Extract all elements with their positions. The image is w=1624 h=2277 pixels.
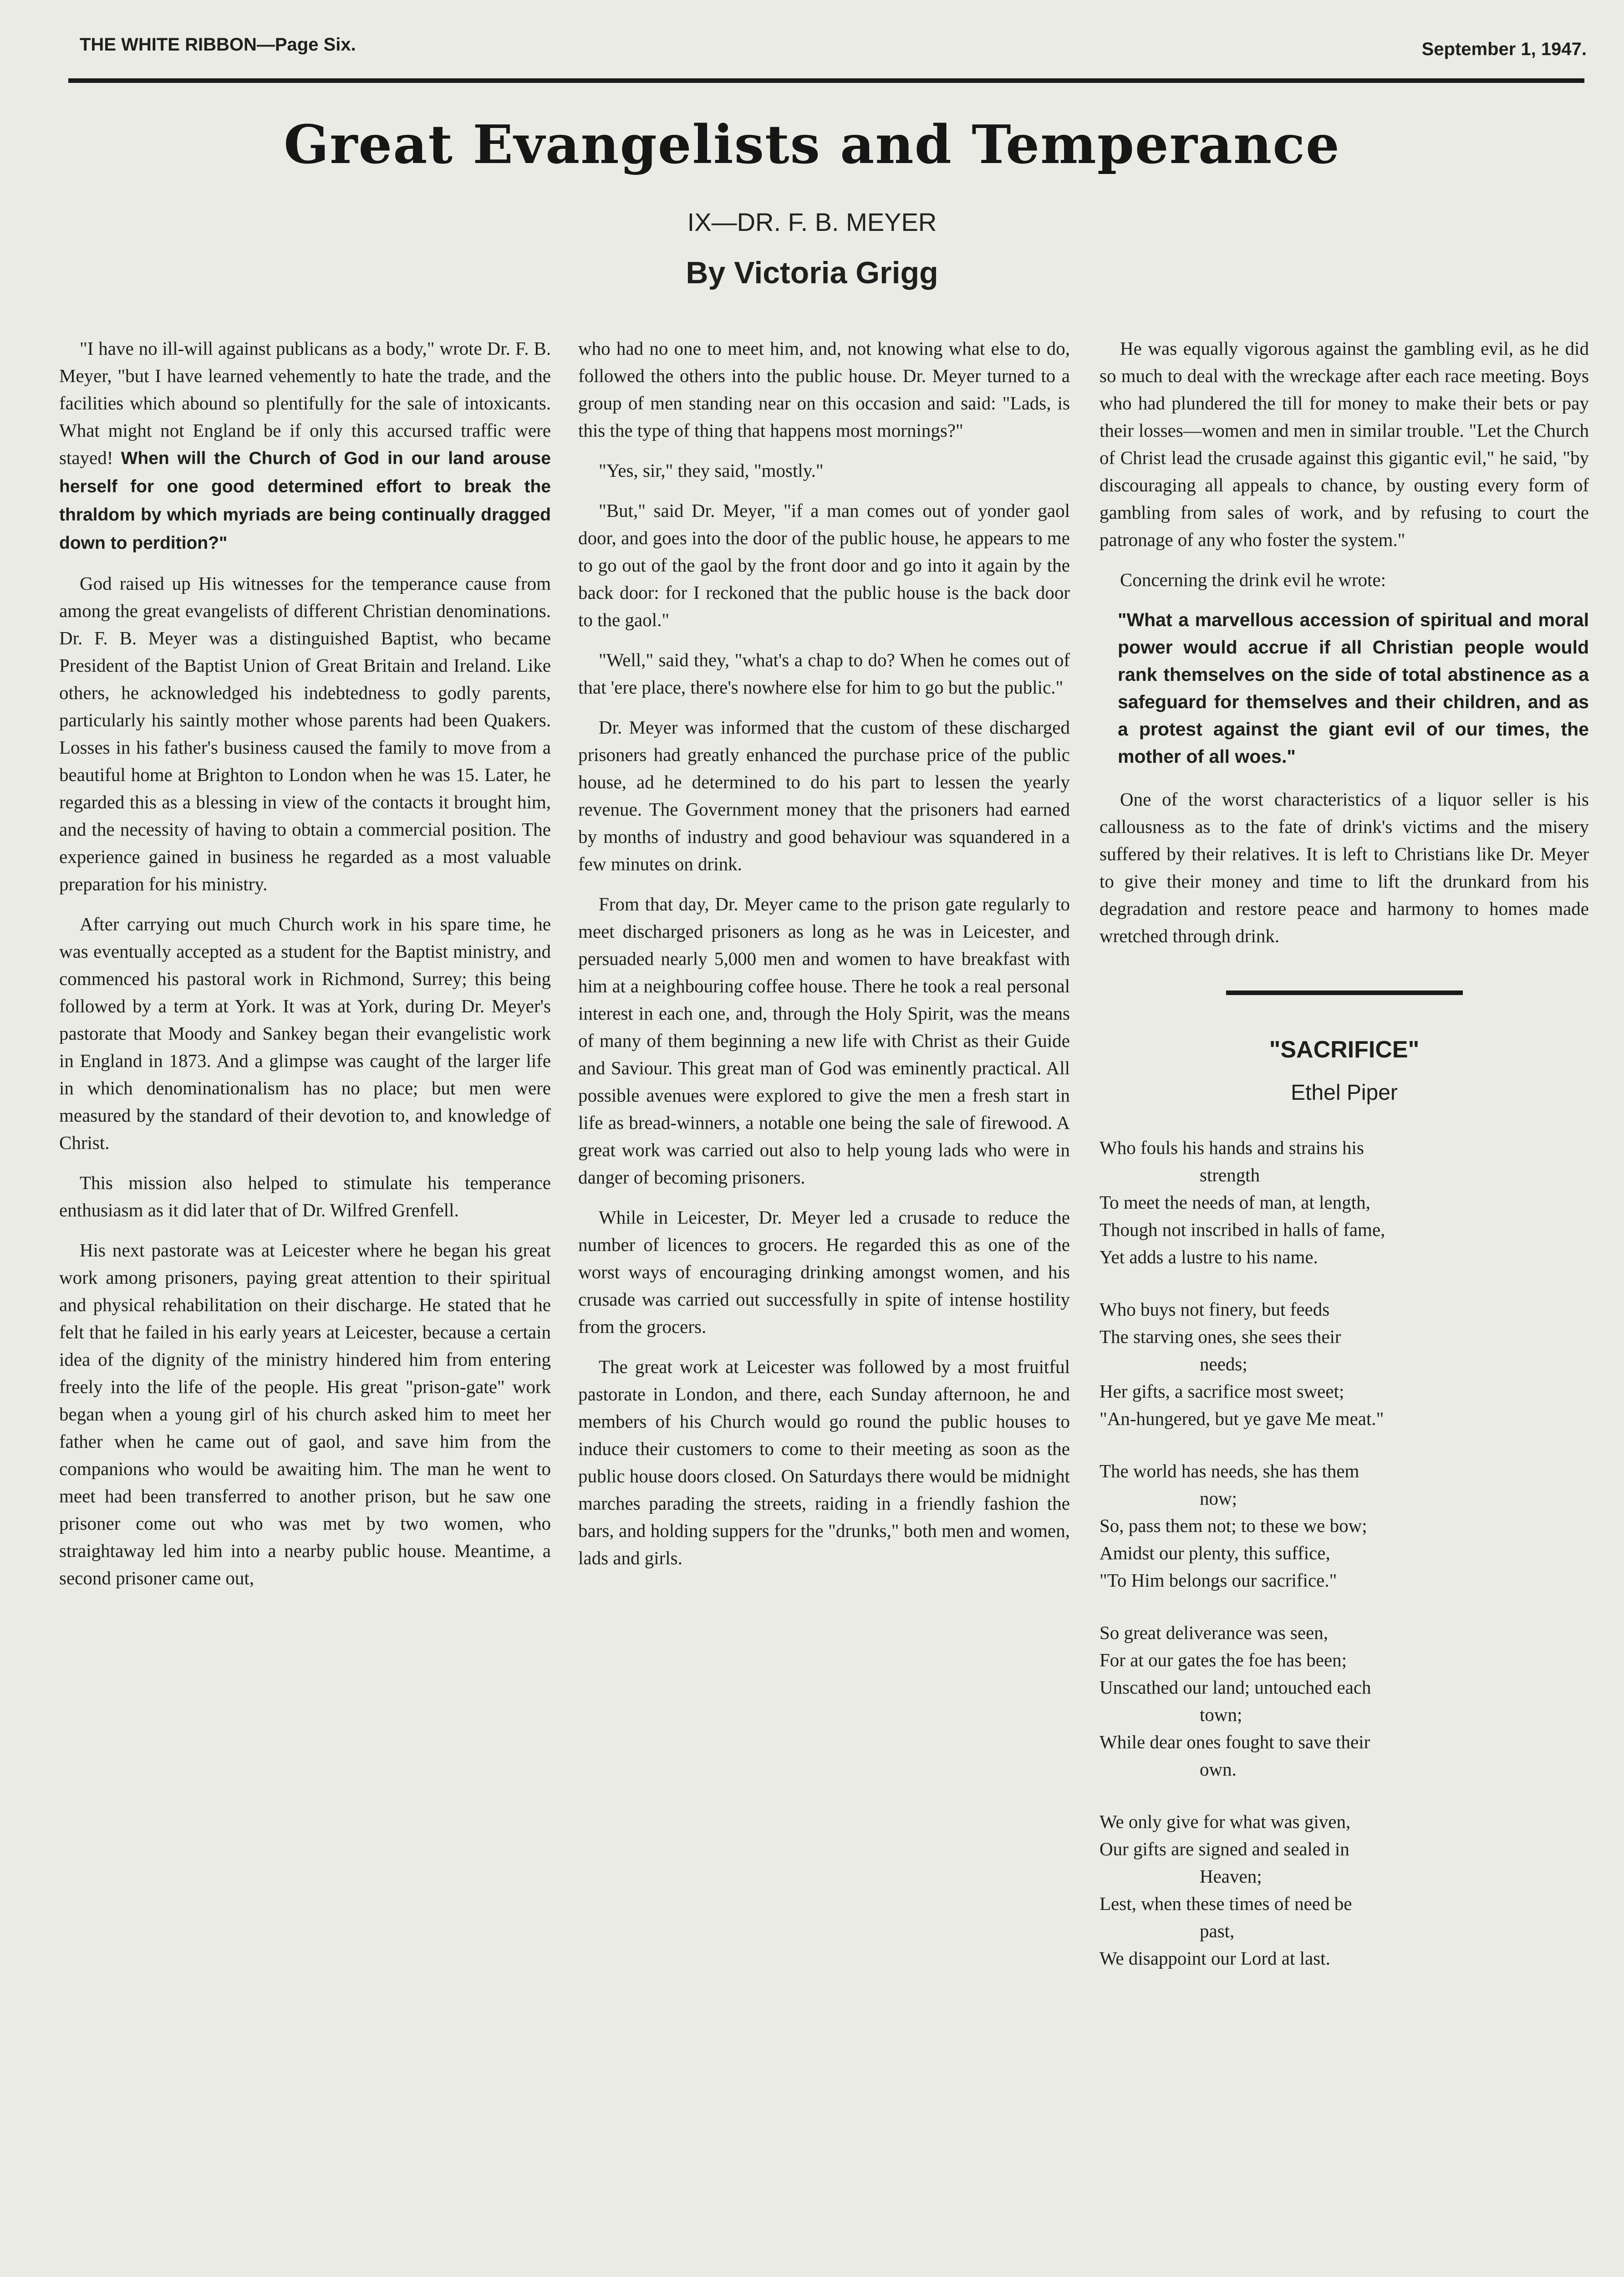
paragraph: who had no one to meet him, and, not knowing what else to do, followed the others into the public house. Dr. Meyer turned to a group of men standing near on this occasion and said: "Lads, is this the type of thing that happens most mornings?": [578, 338, 1070, 441]
poem-stanza: [1100, 1808, 1589, 1972]
paragraph: He was equally vigorous against the gambling evil, as he did so much to deal with the wreckage after each race meeting. Boys who had plundered the till for money to make their bets or pay their losses—women and men in similar trouble. "Let the Church of Christ lead the crusade against this gigantic evil," he said, "by discouraging all appeals to chance, by ousting every form of gambling from sales of work, and by refusing to court the patronage of any who foster the system.": [1100, 338, 1589, 550]
poem-line: now;: [1200, 1488, 1237, 1509]
poem-line: So great deliverance was seen,: [1100, 1622, 1329, 1643]
paragraph: From that day, Dr. Meyer came to the prison gate regularly to meet discharged prisoners as long as he was in Leicester, and persuaded nearly 5,000 men and women to have breakfast with him at a neighbouring coffee house. There he took a real personal interest in each one, and, through the Holy Spirit, was the means of many of them beginning a new life with Christ as their Guide and Saviour. This great man of God was eminently practical. All possible avenues were explored to give the men a fresh start in life as bread-winners, a notable one being the sale of firewood. A great work was carried out also to help young lads who were in danger of becoming prisoners.: [578, 893, 1070, 1188]
poem-line: "An-hungered, but ye gave Me meat.": [1100, 1408, 1384, 1429]
issue-date: September 1, 1947.: [1421, 39, 1587, 59]
paragraph: His next pastorate was at Leicester where he began his great work among prisoners, paying great attention to their spiritual and physical rehabilitation on their discharge. He stated that he felt that he failed in his early years at Leicester, because a certain idea of the dignity of the ministry hindered him from entering freely into the life of the people. His great "prison-gate" work began when a young girl of his church asked him to meet her father when he came out of gaol, and save him from the companions who would be awaiting him. The man he went to meet had been transferred to another prison, but he saw one prisoner come out who was met by two women, who straightaway led him into a nearby public house. Meantime, a second prisoner came out,: [59, 1240, 551, 1588]
paragraph: Dr. Meyer was informed that the custom of these discharged prisoners had greatly enhanced the purchase price of the public house, ad he determined to do his part to lessen the yearly revenue. The Government money that the prisoners had earned by months of industry and good behaviour was squandered in a few minutes on drink.: [578, 717, 1070, 874]
poem-line: To meet the needs of man, at length,: [1100, 1192, 1370, 1213]
column-1: [59, 335, 551, 2277]
paragraph: One of the worst characteristics of a liquor seller is his callousness as to the fate of drink's victims and the misery suffered by their relatives. It is left to Christians like Dr. Meyer to give their money and time to lift the drunkard from his degradation and restore peace and harmony to homes made wretched through drink.: [1100, 789, 1589, 946]
poem-stanza: [1100, 1457, 1589, 1594]
header-rule: [68, 78, 1584, 83]
poem-line: The starving ones, she sees their: [1100, 1326, 1341, 1347]
poem-stanza: [1100, 1296, 1589, 1432]
paragraph: Concerning the drink evil he wrote:: [1120, 569, 1386, 590]
paragraph: While in Leicester, Dr. Meyer led a crusade to reduce the number of licences to grocers. He regarded this as one of the worst ways of encouraging drinking amongst women, and his crusade was carried out successfully in spite of intense hostility from the grocers.: [578, 1207, 1070, 1337]
publication-page-label: THE WHITE RIBBON—Page Six.: [80, 35, 356, 55]
paragraph: "Yes, sir," they said, "mostly.": [599, 460, 824, 481]
poem-line: Our gifts are signed and sealed in: [1100, 1838, 1349, 1859]
paragraph: "Well," said they, "what's a chap to do? When he comes out of that 'ere place, there's nowhere else for him to go but the public.": [578, 649, 1070, 698]
paragraph: This mission also helped to stimulate his temperance enthusiasm as it did later that of Dr. Wilfred Grenfell.: [59, 1172, 551, 1220]
poem-line: Lest, when these times of need be: [1100, 1893, 1352, 1914]
column-2: [578, 335, 1070, 2277]
poem-line: Who buys not finery, but feeds: [1100, 1299, 1330, 1320]
poem-title: "SACRIFICE": [1269, 1036, 1420, 1063]
paragraph: "But," said Dr. Meyer, "if a man comes out of yonder gaol door, and goes into the door of the public house, he appears to me to go out of the gaol by the front door and go into it again by the back door: for I reckoned that the public house is the back door to the gaol.": [578, 500, 1070, 630]
poem-line: For at our gates the foe has been;: [1100, 1649, 1347, 1670]
poem-line: Who fouls his hands and strains his: [1100, 1137, 1364, 1158]
page-header: [80, 30, 1587, 71]
article-byline: By Victoria Grigg: [686, 255, 938, 290]
paragraph: [59, 335, 551, 557]
poem-line: Yet adds a lustre to his name.: [1100, 1246, 1318, 1267]
poem-line: Unscathed our land; untouched each: [1100, 1677, 1371, 1698]
paragraph: The great work at Leicester was followed by a most fruitful pastorate in London, and there, each Sunday afternoon, he and members of his Church would go round the public houses to induce their customers to come to their meeting as soon as the public house doors closed. On Saturdays there would be midnight marches parading the streets, raiding in a friendly fashion the bars, and holding suppers for the "drunks," both men and women, lads and girls.: [578, 1356, 1070, 1568]
paragraph: God raised up His witnesses for the temperance cause from among the great evangelists of different Christian denominations. Dr. F. B. Meyer was a distinguished Baptist, who became President of the Baptist Union of Great Britain and Ireland. Like others, he acknowledged his indebtedness to godly parents, particularly his saintly mother whose parents had been Quakers. Losses in his father's business caused the family to move from a beautiful home at Brighton to London when he was 15. Later, he regarded this as a blessing in view of the contacts it brought him, and the necessity of having to obtain a commercial position. The experience gained in business he regarded as a most valuable preparation for his ministry.: [59, 573, 551, 894]
poem-line: Though not inscribed in halls of fame,: [1100, 1219, 1385, 1240]
poem-line: own.: [1200, 1759, 1237, 1780]
poem-line: town;: [1200, 1704, 1242, 1725]
poem-line: strength: [1200, 1164, 1260, 1185]
poem-line: Heaven;: [1200, 1866, 1262, 1887]
poem-line: needs;: [1200, 1353, 1247, 1374]
paragraph-text: "I have no ill-will against publicans as a body," wrote Dr. F. B. Meyer, "but I have learned vehemently to hate the trade, and the facilities which abound so plentifully for the sale of intoxicants. What might not England be if only this accursed traffic were stayed!: [59, 338, 551, 468]
poem-line: Amidst our plenty, this suffice,: [1100, 1542, 1330, 1563]
poem-stanza: [1100, 1134, 1589, 1271]
poem-line: While dear ones fought to save their: [1100, 1731, 1370, 1752]
poem-line: We only give for what was given,: [1100, 1811, 1351, 1832]
meyer-quote: "What a marvellous accession of spiritual and moral power would accrue if all Christian people would rank themselves on the side of total abstinence as a safeguard for themselves and their children, and as a protest against the giant evil of our times, the mother of all woes.": [1118, 609, 1589, 767]
poem-line: "To Him belongs our sacrifice.": [1100, 1570, 1337, 1591]
poem-line: The world has needs, she has them: [1100, 1460, 1359, 1481]
poem-line: Her gifts, a sacrifice most sweet;: [1100, 1381, 1344, 1402]
poem-stanza: [1100, 1619, 1589, 1783]
article-headline: Great Evangelists and Temperance: [284, 114, 1340, 176]
paragraph: After carrying out much Church work in his spare time, he was eventually accepted as a student for the Baptist ministry, and commenced his pastoral work in Richmond, Surrey; this being followed by a term at York. It was at York, during Dr. Meyer's pastorate that Moody and Sankey began their evangelistic work in England in 1873. And a glimpse was caught of the larger life in which denominationalism has no place; but men were measured by the standard of their devotion to, and knowledge of Christ.: [59, 914, 551, 1153]
column-3: [1100, 335, 1589, 2277]
poem-line: We disappoint our Lord at last.: [1100, 1948, 1330, 1969]
poem-line: So, pass them not; to these we bow;: [1100, 1515, 1367, 1536]
poem-author: Ethel Piper: [1291, 1081, 1398, 1105]
article-subtitle: IX—DR. F. B. MEYER: [687, 208, 937, 236]
poem-line: past,: [1200, 1920, 1235, 1941]
section-divider: [1226, 990, 1463, 995]
bold-passage: When will the Church of God in our land arouse herself for one good determined effort to break the thraldom by which myriads are being continually dragged down to perdition?": [59, 449, 551, 553]
